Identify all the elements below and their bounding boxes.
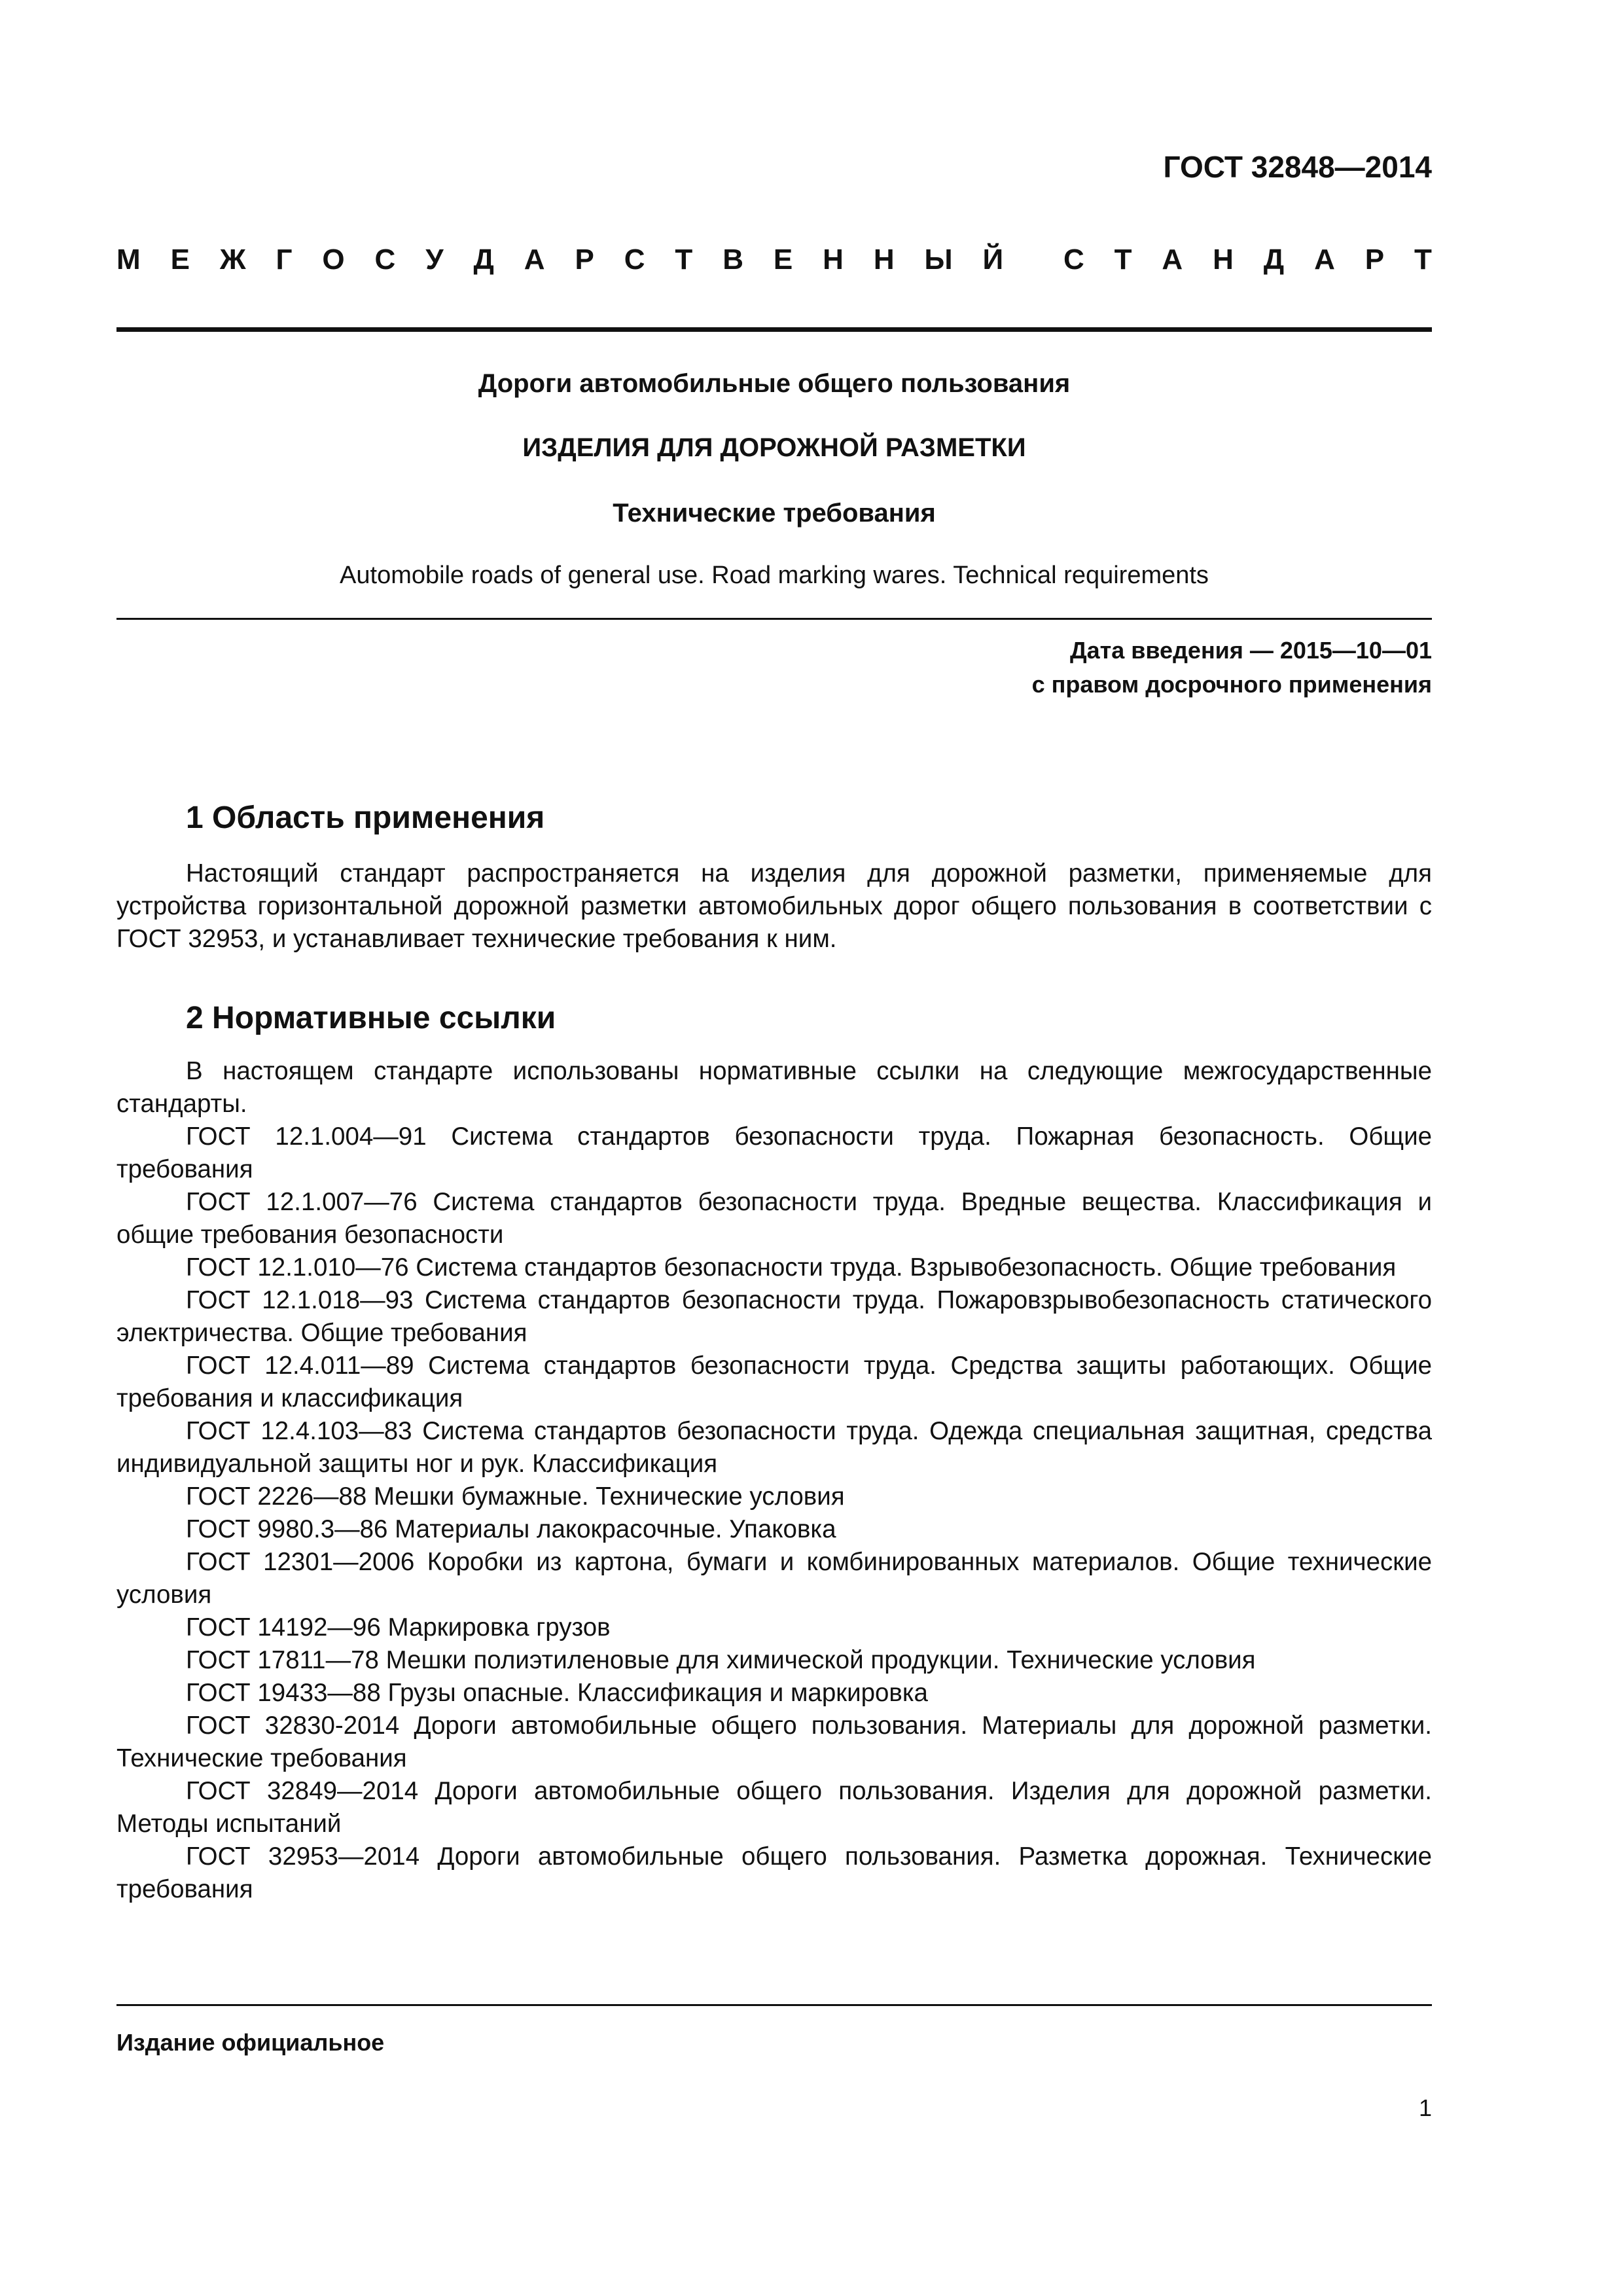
title-divider xyxy=(116,618,1432,620)
banner-letter: Н xyxy=(873,243,895,276)
banner-letter: Е xyxy=(773,243,793,276)
banner-letter: У xyxy=(425,243,444,276)
banner-letter: А xyxy=(1314,243,1335,276)
reference-item: ГОСТ 14192—96 Маркировка грузов xyxy=(186,1613,611,1641)
reference-item: ГОСТ 12.1.018—93 Система стандартов безопасности труда. Пожаровзрывобезопасность статического электричества. Общие требования xyxy=(116,1286,1432,1347)
banner-letter: А xyxy=(1162,243,1183,276)
banner-letter: В xyxy=(722,243,743,276)
document-number: ГОСТ 32848—2014 xyxy=(1163,150,1432,184)
banner-letter: Т xyxy=(675,243,693,276)
reference-item: ГОСТ 2226—88 Мешки бумажные. Технические условия xyxy=(186,1482,845,1511)
banner-letter: Ж xyxy=(219,243,246,276)
reference-item: ГОСТ 32849—2014 Дороги автомобильные общего пользования. Изделия для дорожной разметки. Методы испытаний xyxy=(116,1777,1432,1838)
official-edition-label: Издание официальное xyxy=(116,2029,385,2056)
reference-item: ГОСТ 12301—2006 Коробки из картона, бумаги и комбинированных материалов. Общие технические условия xyxy=(116,1548,1432,1609)
reference-item: ГОСТ 32830-2014 Дороги автомобильные общего пользования. Материалы для дорожной разметки. Технические требования xyxy=(116,1712,1432,1772)
reference-item: ГОСТ 12.4.011—89 Система стандартов безопасности труда. Средства защиты работающих. Общие требования и классификация xyxy=(116,1352,1432,1412)
standard-banner xyxy=(116,243,1432,276)
paragraph: В настоящем стандарте использованы нормативные ссылки на следующие межгосударственные стандарты. xyxy=(116,1057,1432,1118)
section-1-body xyxy=(116,857,1432,956)
section-2-title: 2 Нормативные ссылки xyxy=(186,1001,556,1035)
header-divider xyxy=(116,327,1432,332)
banner-letter: М xyxy=(116,243,141,276)
section-1-title: 1 Область применения xyxy=(186,800,545,835)
banner-letter: Е xyxy=(170,243,190,276)
reference-item: ГОСТ 12.1.010—76 Система стандартов безопасности труда. Взрывобезопасность. Общие требования xyxy=(186,1253,1397,1282)
banner-letter: С xyxy=(1063,243,1084,276)
banner-letter: Т xyxy=(1114,243,1132,276)
banner-letter: Д xyxy=(1263,243,1285,276)
banner-letter: Р xyxy=(1364,243,1385,276)
footer-divider xyxy=(116,2004,1432,2006)
banner-letter: Н xyxy=(823,243,844,276)
title-line-3: Технические требования xyxy=(613,499,936,528)
paragraph: Настоящий стандарт распространяется на изделия для дорожной разметки, применяемые для устройства горизонтальной дорожной разметки автомобильных дорог общего пользования в соответствии с ГОСТ 32953, и устанавливает технические требования к ним. xyxy=(116,859,1432,953)
reference-item: ГОСТ 17811—78 Мешки полиэтиленовые для химической продукции. Технические условия xyxy=(186,1646,1256,1674)
title-line-1: Дороги автомобильные общего пользования xyxy=(478,369,1071,398)
section-2-body xyxy=(116,1055,1432,1906)
banner-letter: Т xyxy=(1414,243,1432,276)
banner-letter: Г xyxy=(276,243,293,276)
reference-item: ГОСТ 12.4.103—83 Система стандартов безопасности труда. Одежда специальная защитная, средства индивидуальной защиты ног и рук. Классификация xyxy=(116,1417,1432,1478)
reference-item: ГОСТ 32953—2014 Дороги автомобильные общего пользования. Разметка дорожная. Технические требования xyxy=(116,1842,1432,1903)
page-number: 1 xyxy=(1418,2094,1432,2121)
early-application-note: с правом досрочного применения xyxy=(1031,671,1432,698)
banner-letter: С xyxy=(374,243,396,276)
title-line-2: ИЗДЕЛИЯ ДЛЯ ДОРОЖНОЙ РАЗМЕТКИ xyxy=(522,433,1026,462)
introduction-date: Дата введения — 2015—10—01 xyxy=(1069,637,1432,664)
banner-letter: Й xyxy=(982,243,1004,276)
banner-letter: А xyxy=(524,243,545,276)
banner-letter: Ы xyxy=(924,243,953,276)
english-title: Automobile roads of general use. Road marking wares. Technical requirements xyxy=(340,562,1209,589)
introduction-date-block xyxy=(1032,634,1432,702)
banner-letter: Д xyxy=(473,243,494,276)
reference-item: ГОСТ 12.1.004—91 Система стандартов безопасности труда. Пожарная безопасность. Общие требования xyxy=(116,1122,1432,1183)
reference-item: ГОСТ 19433—88 Грузы опасные. Классификация и маркировка xyxy=(186,1679,928,1707)
reference-item: ГОСТ 9980.3—86 Материалы лакокрасочные. Упаковка xyxy=(186,1515,836,1543)
banner-letter: С xyxy=(624,243,645,276)
banner-letter: Н xyxy=(1213,243,1234,276)
banner-letter: Р xyxy=(575,243,594,276)
reference-item: ГОСТ 12.1.007—76 Система стандартов безопасности труда. Вредные вещества. Классификация и общие требования безопасности xyxy=(116,1188,1432,1249)
banner-letter: О xyxy=(322,243,345,276)
